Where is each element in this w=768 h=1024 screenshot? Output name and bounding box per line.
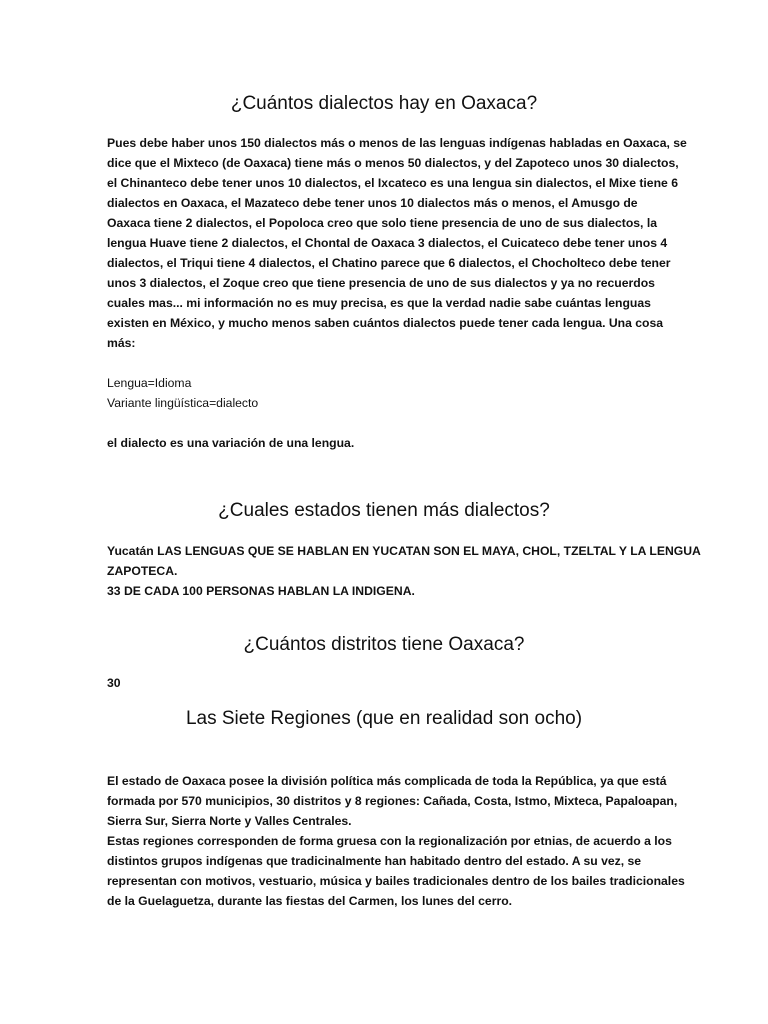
text-line: cuales mas... mi información no es muy precisa, es que la verdad nadie sabe cuántas lenguas	[107, 296, 651, 310]
paragraph-estados	[107, 541, 701, 601]
text-line: ZAPOTECA.	[107, 564, 178, 578]
text-line: representan con motivos, vestuario, música y bailes tradicionales dentro de los bailes tradicionales	[107, 874, 685, 888]
section-heading-distritos: ¿Cuántos distritos tiene Oaxaca?	[243, 634, 525, 655]
text-line: distintos grupos indígenas que tradicinalmente han habitado dentro del estado. A su vez, se	[107, 854, 642, 868]
text-line: Sierra Sur, Sierra Norte y Valles Centrales.	[107, 814, 352, 828]
text-line: unos 3 dialectos, el Zoque creo que tiene presencia de uno de sus dialectos y ya no recuerdos	[107, 276, 655, 290]
text-line: 30	[107, 676, 121, 690]
text-line: formada por 570 municipios, 30 distritos y 8 regiones: Cañada, Costa, Istmo, Mixteca, Papaloapan,	[107, 794, 678, 808]
text-line: Yucatán LAS LENGUAS QUE SE HABLAN EN YUCATAN SON EL MAYA, CHOL, TZELTAL Y LA LENGUA	[107, 544, 701, 558]
text-line: de la Guelaguetza, durante las fiestas del Carmen, los lunes del cerro.	[107, 894, 513, 908]
text-line: el Chinanteco debe tener unos 10 dialectos, el Ixcateco es una lengua sin dialectos, el Mixe tiene 6	[107, 176, 678, 190]
closing-statement	[107, 433, 667, 453]
text-line: el dialecto es una variación de una lengua.	[107, 436, 355, 450]
paragraph-dialectos-oaxaca	[107, 133, 687, 353]
text-line: existen en México, y mucho menos saben cuántos dialectos puede tener cada lengua. Una cosa	[107, 316, 664, 330]
section-heading-estados: ¿Cuales estados tienen más dialectos?	[218, 500, 550, 521]
text-line: Pues debe haber unos 150 dialectos más o menos de las lenguas indígenas habladas en Oaxaca, se	[107, 136, 687, 150]
text-line: lengua Huave tiene 2 dialectos, el Chontal de Oaxaca 3 dialectos, el Cuicateco debe tener unos 4	[107, 236, 668, 250]
section-heading-regiones: Las Siete Regiones (que en realidad son ocho)	[185, 708, 583, 729]
definition-line: Lengua=Idioma	[107, 376, 192, 390]
paragraph-regiones	[107, 771, 685, 911]
definition-line: Variante lingüística=dialecto	[107, 396, 259, 410]
text-line: El estado de Oaxaca posee la división política más complicada de toda la República, ya que está	[107, 774, 667, 788]
text-line: dice que el Mixteco (de Oaxaca) tiene más o menos 50 dialectos, y del Zapoteco unos 30 dialectos,	[107, 156, 679, 170]
answer-distritos	[107, 673, 667, 693]
text-line: dialectos, el Triqui tiene 4 dialectos, el Chatino parece que 6 dialectos, el Chocholteco debe tener	[107, 256, 671, 270]
text-line: Oaxaca tiene 2 dialectos, el Popoloca creo que solo tiene presencia de uno de sus dialectos, la	[107, 216, 657, 230]
definitions-block	[107, 373, 667, 413]
text-line: dialectos en Oaxaca, el Mazateco debe tener unos 10 dialectos más o menos, el Amusgo de	[107, 196, 638, 210]
section-heading-dialectos-oaxaca: ¿Cuántos dialectos hay en Oaxaca?	[230, 93, 538, 114]
text-line: Estas regiones corresponden de forma gruesa con la regionalización por etnias, de acuerdo a los	[107, 834, 672, 848]
text-line: 33 DE CADA 100 PERSONAS HABLAN LA INDIGENA.	[107, 584, 415, 598]
text-line: más:	[107, 336, 136, 350]
